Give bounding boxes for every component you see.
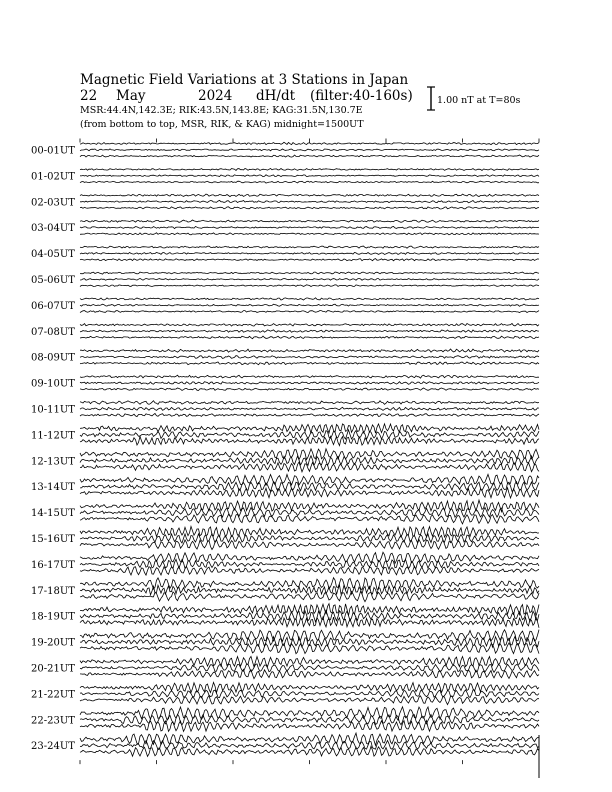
- trace-05-06UT-RIK: [80, 278, 539, 280]
- trace-01-02UT-MSR: [80, 181, 539, 183]
- trace-10-11UT-RIK: [80, 407, 539, 410]
- hour-label-17-18UT: 17-18UT: [31, 585, 75, 597]
- hour-label-02-03UT: 02-03UT: [31, 197, 75, 209]
- hour-label-03-04UT: 03-04UT: [31, 223, 75, 235]
- trace-09-10UT-RIK: [80, 382, 539, 385]
- trace-05-06UT-MSR: [80, 285, 539, 287]
- trace-02-03UT-KAG: [80, 194, 539, 197]
- trace-22-23UT-KAG: [80, 707, 539, 720]
- trace-21-22UT-RIK: [80, 690, 539, 698]
- trace-16-17UT-MSR: [80, 566, 539, 575]
- hour-label-11-12UT: 11-12UT: [31, 430, 75, 442]
- trace-03-04UT-RIK: [80, 227, 539, 229]
- hour-label-06-07UT: 06-07UT: [31, 300, 75, 312]
- scale-bar-label: 1.00 nT at T=80s: [437, 95, 521, 106]
- trace-06-07UT-KAG: [80, 298, 539, 300]
- trace-20-21UT-MSR: [80, 669, 539, 678]
- trace-19-20UT-KAG: [80, 630, 539, 642]
- trace-12-13UT-KAG: [80, 449, 539, 460]
- hour-tick-marks: [80, 139, 539, 765]
- trace-23-24UT-KAG: [80, 733, 539, 745]
- trace-15-16UT-KAG: [80, 526, 539, 537]
- trace-08-09UT-RIK: [80, 356, 539, 359]
- trace-05-06UT-KAG: [80, 272, 539, 274]
- trace-08-09UT-MSR: [80, 362, 539, 365]
- trace-11-12UT-RIK: [80, 430, 539, 440]
- trace-04-05UT-KAG: [80, 246, 539, 248]
- hour-label-23-24UT: 23-24UT: [31, 741, 75, 753]
- trace-03-04UT-MSR: [80, 233, 539, 235]
- trace-19-20UT-MSR: [80, 643, 539, 654]
- quantity-label: dH/dt: [256, 88, 296, 104]
- trace-01-02UT-KAG: [80, 169, 539, 171]
- date-month: May: [116, 88, 146, 104]
- station-coordinates: MSR:44.4N,142.3E; RIK:43.5N,143.8E; KAG:31.5N,130.7E: [80, 105, 363, 116]
- hour-label-14-15UT: 14-15UT: [31, 508, 75, 520]
- hour-label-10-11UT: 10-11UT: [31, 404, 75, 416]
- trace-03-04UT-KAG: [80, 220, 539, 222]
- hour-label-19-20UT: 19-20UT: [31, 637, 75, 649]
- trace-00-01UT-RIK: [80, 149, 539, 151]
- hour-label-layer: [31, 146, 75, 753]
- trace-12-13UT-RIK: [80, 456, 539, 466]
- trace-04-05UT-MSR: [80, 259, 539, 261]
- trace-20-21UT-RIK: [80, 664, 539, 672]
- trace-06-07UT-MSR: [80, 311, 539, 313]
- hour-label-08-09UT: 08-09UT: [31, 352, 75, 364]
- hour-label-00-01UT: 00-01UT: [31, 145, 75, 157]
- trace-02-03UT-RIK: [80, 200, 539, 202]
- trace-09-10UT-KAG: [80, 375, 539, 378]
- trace-11-12UT-KAG: [80, 424, 539, 434]
- date-year: 2024: [198, 88, 233, 104]
- trace-11-12UT-MSR: [80, 436, 539, 445]
- trace-06-07UT-RIK: [80, 304, 539, 306]
- trace-22-23UT-MSR: [80, 721, 539, 732]
- date-day: 22: [80, 88, 98, 104]
- trace-18-19UT-KAG: [80, 604, 539, 616]
- hour-label-20-21UT: 20-21UT: [31, 663, 75, 675]
- trace-14-15UT-MSR: [80, 514, 539, 524]
- trace-10-11UT-MSR: [80, 414, 539, 417]
- trace-07-08UT-MSR: [80, 336, 539, 339]
- trace-17-18UT-MSR: [80, 591, 539, 601]
- trace-07-08UT-RIK: [80, 330, 539, 333]
- hour-label-04-05UT: 04-05UT: [31, 249, 75, 261]
- trace-layer: [80, 142, 539, 756]
- trace-07-08UT-KAG: [80, 324, 539, 327]
- trace-12-13UT-MSR: [80, 462, 539, 472]
- trace-21-22UT-KAG: [80, 682, 539, 692]
- hour-label-21-22UT: 21-22UT: [31, 689, 75, 701]
- hour-label-15-16UT: 15-16UT: [31, 534, 75, 545]
- hour-label-22-23UT: 22-23UT: [31, 715, 75, 727]
- hour-label-16-17UT: 16-17UT: [31, 559, 75, 571]
- hour-label-18-19UT: 18-19UT: [31, 611, 75, 623]
- trace-23-24UT-RIK: [80, 741, 539, 751]
- trace-00-01UT-KAG: [80, 142, 539, 144]
- filter-label: (filter:40-160s): [310, 88, 413, 104]
- trace-20-21UT-KAG: [80, 656, 539, 666]
- hour-label-05-06UT: 05-06UT: [31, 275, 75, 286]
- trace-15-16UT-MSR: [80, 540, 539, 550]
- trace-00-01UT-MSR: [80, 155, 539, 157]
- trace-13-14UT-RIK: [80, 482, 539, 492]
- hour-label-01-02UT: 01-02UT: [31, 171, 75, 183]
- station-order-note: (from bottom to top, MSR, RIK, & KAG) midnight=1500UT: [80, 119, 364, 130]
- hour-label-09-10UT: 09-10UT: [31, 378, 75, 390]
- trace-19-20UT-RIK: [80, 636, 539, 647]
- hour-label-13-14UT: 13-14UT: [31, 482, 75, 494]
- trace-08-09UT-KAG: [80, 349, 539, 352]
- hour-label-07-08UT: 07-08UT: [31, 326, 75, 338]
- trace-10-11UT-KAG: [80, 401, 539, 405]
- trace-01-02UT-RIK: [80, 175, 539, 177]
- trace-02-03UT-MSR: [80, 207, 539, 209]
- trace-13-14UT-KAG: [80, 474, 539, 485]
- chart-title: Magnetic Field Variations at 3 Stations in Japan: [80, 72, 409, 88]
- trace-17-18UT-RIK: [80, 585, 539, 595]
- trace-04-05UT-RIK: [80, 252, 539, 254]
- trace-09-10UT-MSR: [80, 388, 539, 391]
- hour-label-12-13UT: 12-13UT: [31, 456, 75, 468]
- trace-13-14UT-MSR: [80, 488, 539, 498]
